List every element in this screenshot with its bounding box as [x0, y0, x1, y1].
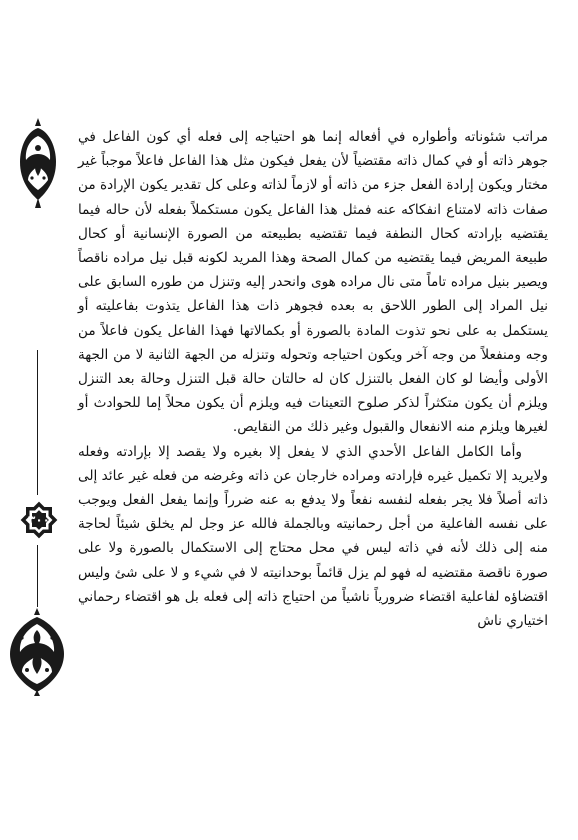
paragraph-1: مراتب شئوناته وأطواره في أفعاله إنما هو احتياجه إلى فعله أي كون الفاعل في جوهر ذاته أو في كمال ذاته مقتضياً لأن يفعل فيكون مثل هذا الفاعل فاعلاً موجباً غير مختار ويكون إرادة الفعل جزء من ذاته أو لازماً لذاته وعلى كل تقدير يكون الإرادة من صفات ذاته لامتناع انفكاكه عنه فمثل هذا الفاعل يكون مستكملاً بفعله لأن حاله فيما يقتضيه بإرادته كحال النطفة فيما تقتضيه بطبيعته من الصورة الإنسانية أو كحال طبيعة المريض فيما يقتضيه من كمال الصحة وهذا المريد لكونه قبل نيل مراده ناقصاً ويصير بنيل مراده تاماً متى نال مراده هوى وانحدر إليه وتنزل من طوره السابق على نيل المراد إلى الطور اللاحق به بعده فجوهر ذات هذا الفاعل يتذوت بفاعليته أو يستكمل به على نحو تذوت المادة بالصورة أو بكمالاتها فهذا الفاعل يكون فاعلاً من وجه ومنفعلاً من وجه آخر ويكون احتياجه وتحوله وتنزله من الجهة الثانية لا من الجهة الأولى وأيضا لو كان الفعل بالتنزل كان له حالتان حالة قبل التنزل وحالة بعد التنزل ويلزم أن يكون متكثراً لذكر صلوح التعينات فيه ويلزم أن يكون محلاً إما للحوادث أو لغيرها ويلزم منه الانفعال والقبول وغير ذلك من النقايص.: [78, 129, 548, 436]
page-number: ٣٠٠: [28, 513, 50, 527]
body-text: [78, 125, 548, 633]
upper-vertical-rule: [37, 350, 38, 495]
top-floral-ornament-icon: [19, 118, 57, 208]
bottom-floral-ornament-icon: [8, 608, 66, 696]
lower-vertical-rule: [37, 545, 38, 607]
paragraph-2: وأما الكامل الفاعل الأحدي الذي لا يفعل إلا بغيره ولا يقصد إلا بإرادته وفعله ولايريد إلا تكميل غيره فإرادته ومراده خارجان عن ذاته وغرضه من فعله غير عائد إلى ذاته أصلاً فلا يجر بفعله لنفسه نفعاً ولا يدفع به عنه ضرراً وإنما يفعل الفعل ويوجب على نفسه الفاعلية من أجل رحمانيته وبالجملة فالله عز وجل لم يخلق شيئاً لحاجة منه إلى ذلك لأنه في ذاته ليس في محل محتاج إلى الاستكمال بالصورة ولا على صورة ناقصة مقتضيه له فهو لم يزل قائماً بوحدانيته لا في شيء و لا على شئ وليس اقتضاؤه لفاعلية اقتضاء ضرورياً ناشياً من احتياج ذاته إلى فعله بل هو اقتضاء رحماني اختياري ناش: [78, 443, 548, 630]
